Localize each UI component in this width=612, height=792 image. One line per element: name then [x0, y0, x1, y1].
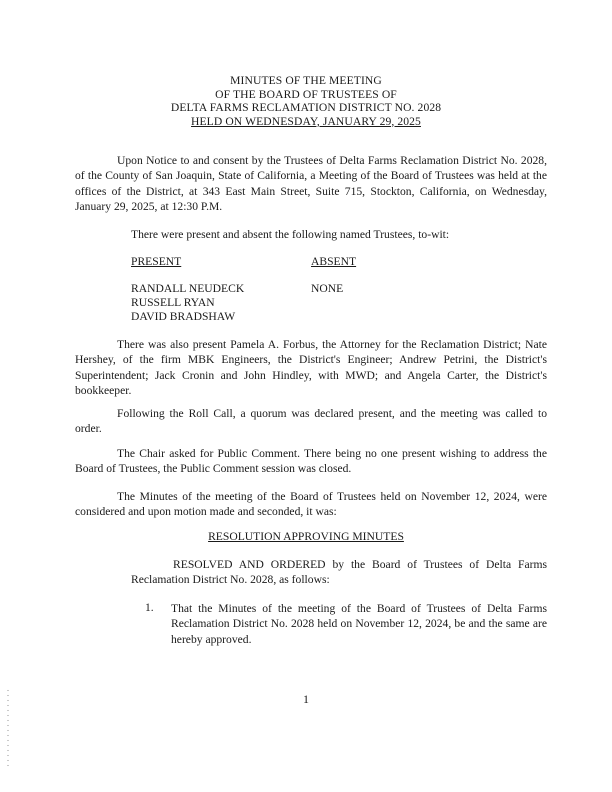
resolution-intro: RESOLVED AND ORDERED by the Board of Trustees of Delta Farms Reclamation District No. 2028, as follows: — [131, 558, 547, 587]
header-line-1: MINUTES OF THE MEETING — [230, 74, 382, 87]
header-line-4: HELD ON WEDNESDAY, JANUARY 29, 2025 — [191, 114, 421, 128]
minutes-intro-paragraph: The Minutes of the meeting of the Board of Trustees held on November 12, 2024, were considered and upon motion made and seconded, it was: — [75, 490, 547, 519]
document-header — [0, 74, 612, 128]
present-trustee: RUSSELL RYAN — [131, 296, 215, 310]
resolution-title: RESOLUTION APPROVING MINUTES — [208, 530, 404, 543]
absent-column-heading: ABSENT — [311, 255, 357, 268]
present-trustees-list — [131, 282, 244, 325]
present-trustee: DAVID BRADSHAW — [131, 310, 236, 324]
present-column-heading: PRESENT — [131, 255, 182, 268]
resolution-item-number: 1. — [145, 601, 154, 614]
public-comment-paragraph: The Chair asked for Public Comment. There being no one present wishing to address the Board of Trustees, the Public Comment session was closed. — [75, 447, 547, 476]
notice-paragraph: Upon Notice to and consent by the Trustees of Delta Farms Reclamation District No. 2028, of the County of San Joaquin, State of California, a Meeting of the Board of Trustees was held at the offices of the District, at 343 East Main Street, Suite 715, Stockton, California, on Wednesday, January 29, 2025, at 12:30 P.M. — [75, 154, 547, 214]
present-trustee: RANDALL NEUDECK — [131, 282, 245, 295]
header-line-2: OF THE BOARD OF TRUSTEES OF — [215, 87, 397, 101]
present-intro-paragraph: There were present and absent the following named Trustees, to-wit: — [131, 228, 450, 241]
absent-trustees-list — [311, 282, 343, 296]
page-number: 1 — [303, 692, 309, 706]
margin-dots-decoration — [7, 688, 9, 768]
resolution-item-text: That the Minutes of the meeting of the Board of Trustees of Delta Farms Reclamation District No. 2028 held on November 12, 2024, be and the same are hereby approved. — [171, 602, 547, 646]
absent-trustee: NONE — [311, 282, 344, 295]
also-present-paragraph: There was also present Pamela A. Forbus, the Attorney for the Reclamation District; Nate Hershey, of the firm MBK Engineers, the District's Engineer; Andrew Petrini, the District's Superintendent; Jack Cronin and John Hindley, with MWD; and Angela Carter, the District's bookkeeper. — [75, 338, 547, 398]
header-line-3: DELTA FARMS RECLAMATION DISTRICT NO. 2028 — [170, 101, 442, 114]
roll-call-paragraph: Following the Roll Call, a quorum was declared present, and the meeting was called to order. — [75, 407, 547, 436]
